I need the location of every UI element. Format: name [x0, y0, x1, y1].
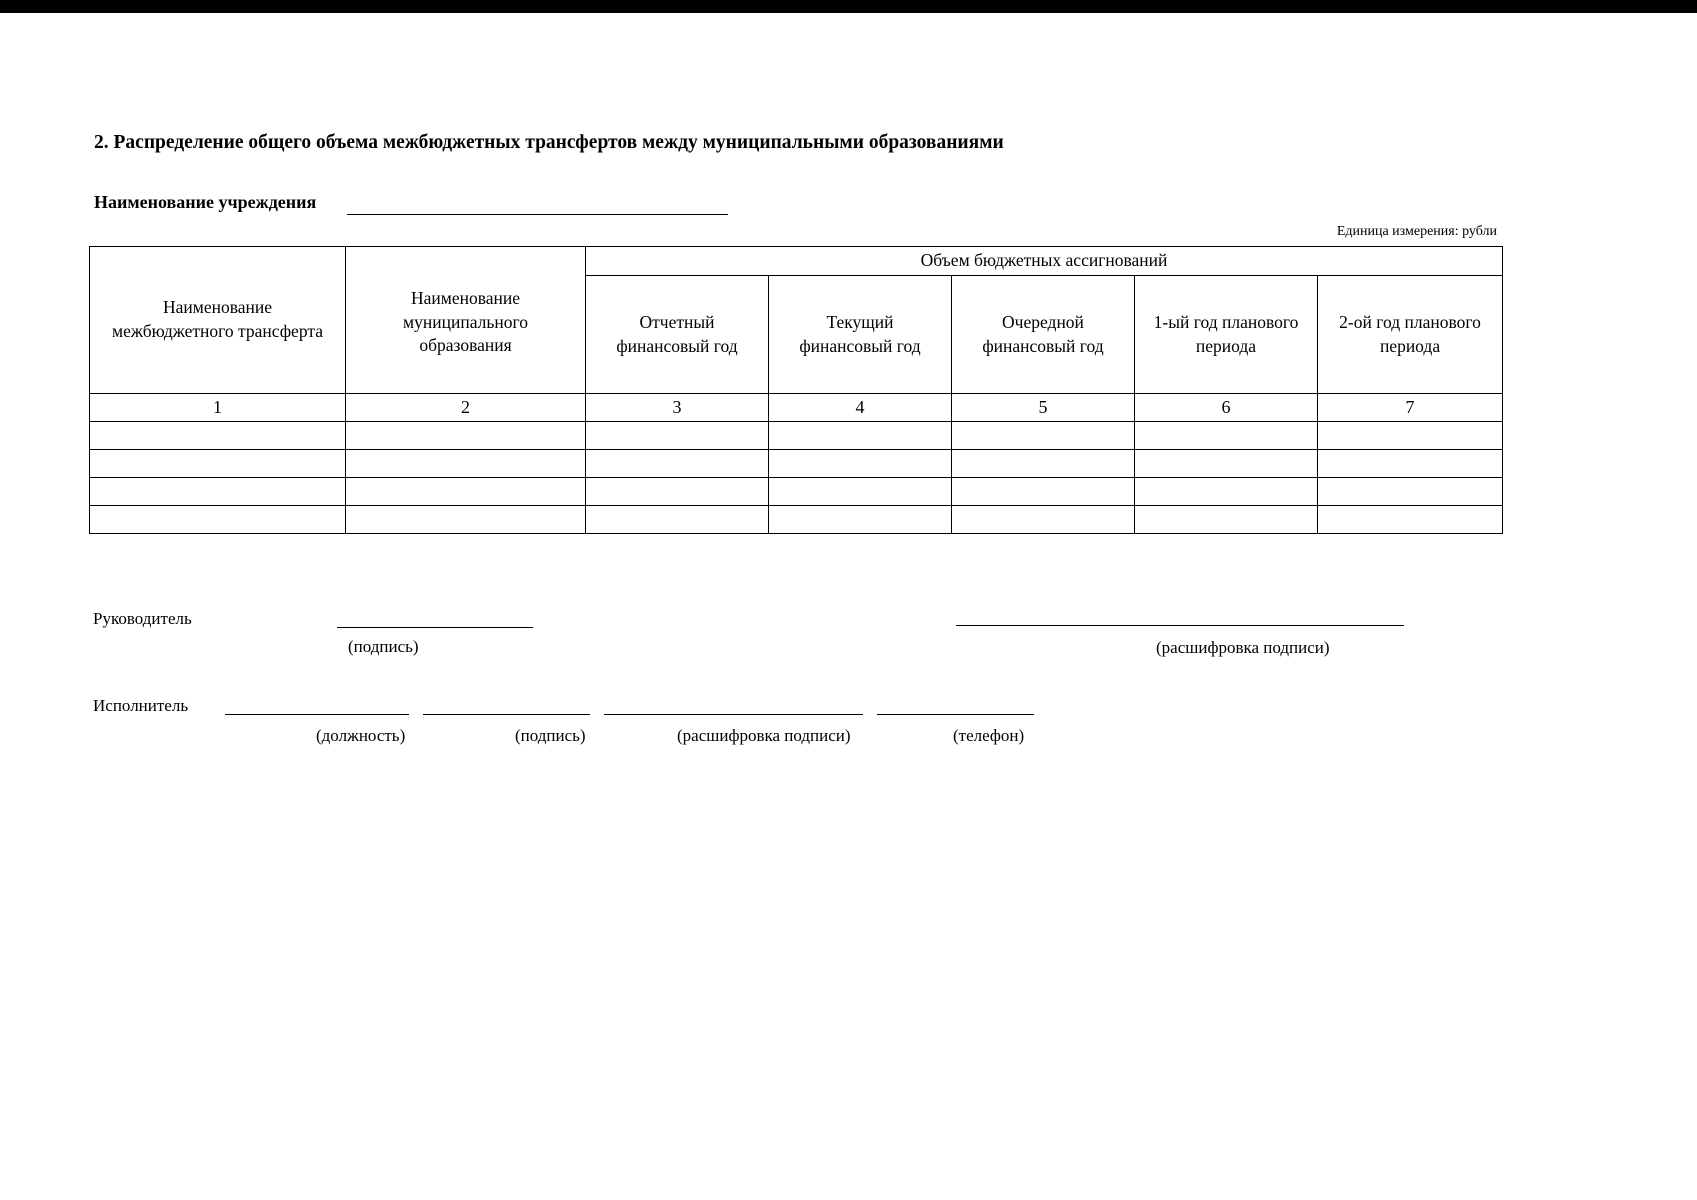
form-title: 2. Распределение общего объема межбюджетных трансфертов между муниципальными образованиями [94, 132, 1004, 153]
header-next-year [952, 276, 1135, 394]
table-cell[interactable] [1318, 450, 1503, 478]
head-label: Руководитель [93, 609, 192, 628]
table-cell[interactable] [90, 478, 346, 506]
header-budget-allocations: Объем бюджетных ассигнований [586, 247, 1503, 276]
column-number: 5 [952, 394, 1135, 422]
transfers-table [89, 246, 1503, 534]
header-transfer-name-line: Наименование [162, 297, 273, 318]
head-decoding-caption: (расшифровка подписи) [1156, 638, 1330, 657]
table-cell[interactable] [346, 478, 586, 506]
table-row [90, 422, 1503, 450]
header-transfer-name [90, 247, 346, 394]
executor-decoding-line[interactable] [604, 714, 863, 715]
table-cell[interactable] [90, 506, 346, 534]
head-signature-caption: (подпись) [348, 637, 419, 656]
table-row [90, 450, 1503, 478]
header-line: финансовый год [982, 335, 1104, 356]
table-cell[interactable] [952, 422, 1135, 450]
executor-position-line[interactable] [225, 714, 409, 715]
header-planning-year-2 [1318, 276, 1503, 394]
executor-label: Исполнитель [93, 696, 189, 715]
table-cell[interactable] [1135, 478, 1318, 506]
column-number: 4 [769, 394, 952, 422]
header-line: финансовый год [616, 335, 738, 356]
table-cell[interactable] [586, 422, 769, 450]
column-number: 3 [586, 394, 769, 422]
header-line: Текущий [826, 311, 894, 332]
unit-label: Единица измерения: рубли [1336, 224, 1497, 239]
column-number: 7 [1318, 394, 1503, 422]
table-cell[interactable] [346, 506, 586, 534]
table-cell[interactable] [90, 450, 346, 478]
executor-signature-line[interactable] [423, 714, 590, 715]
table-row [90, 478, 1503, 506]
executor-phone-line[interactable] [877, 714, 1034, 715]
table-cell[interactable] [769, 422, 952, 450]
institution-label: Наименование учреждения [94, 192, 317, 212]
executor-decoding-caption: (расшифровка подписи) [677, 726, 851, 745]
table-cell[interactable] [1135, 506, 1318, 534]
header-municipality-name [346, 247, 586, 394]
header-line: периода [1379, 335, 1441, 356]
header-line: Очередной [1002, 311, 1084, 332]
head-decoding-line[interactable] [956, 625, 1404, 626]
column-number: 1 [90, 394, 346, 422]
table-cell[interactable] [1318, 422, 1503, 450]
table-cell[interactable] [346, 422, 586, 450]
header-current-year [769, 276, 952, 394]
table-cell[interactable] [586, 478, 769, 506]
table-row [90, 506, 1503, 534]
table-cell[interactable] [1135, 450, 1318, 478]
executor-phone-caption: (телефон) [953, 726, 1025, 745]
header-line: финансовый год [799, 335, 921, 356]
table-cell[interactable] [952, 450, 1135, 478]
column-number: 2 [346, 394, 586, 422]
header-municipality-line: Наименование [410, 288, 521, 308]
header-municipality-line: муниципального [403, 311, 528, 332]
header-line: Отчетный [639, 311, 715, 332]
header-transfer-name-line: межбюджетного трансферта [112, 321, 323, 341]
head-signature-line[interactable] [337, 627, 533, 628]
scan-edge-bar [0, 0, 1697, 13]
table-cell[interactable] [90, 422, 346, 450]
table-cell[interactable] [1135, 422, 1318, 450]
table-cell[interactable] [952, 478, 1135, 506]
table-cell[interactable] [1318, 506, 1503, 534]
header-line: 2-ой год планового [1339, 311, 1481, 332]
header-reporting-year [586, 276, 769, 394]
table-cell[interactable] [769, 506, 952, 534]
executor-signature-caption: (подпись) [515, 726, 586, 745]
header-line: периода [1195, 335, 1257, 356]
table-cell[interactable] [769, 478, 952, 506]
table-cell[interactable] [586, 506, 769, 534]
table-cell[interactable] [1318, 478, 1503, 506]
executor-position-caption: (должность) [316, 726, 406, 745]
table-cell[interactable] [586, 450, 769, 478]
column-number: 6 [1135, 394, 1318, 422]
table-cell[interactable] [952, 506, 1135, 534]
header-municipality-line: образования [419, 335, 512, 356]
table-cell[interactable] [346, 450, 586, 478]
header-line: 1-ый год планового [1153, 311, 1299, 332]
institution-name-field[interactable] [347, 214, 728, 215]
header-planning-year-1 [1135, 276, 1318, 394]
table-cell[interactable] [769, 450, 952, 478]
